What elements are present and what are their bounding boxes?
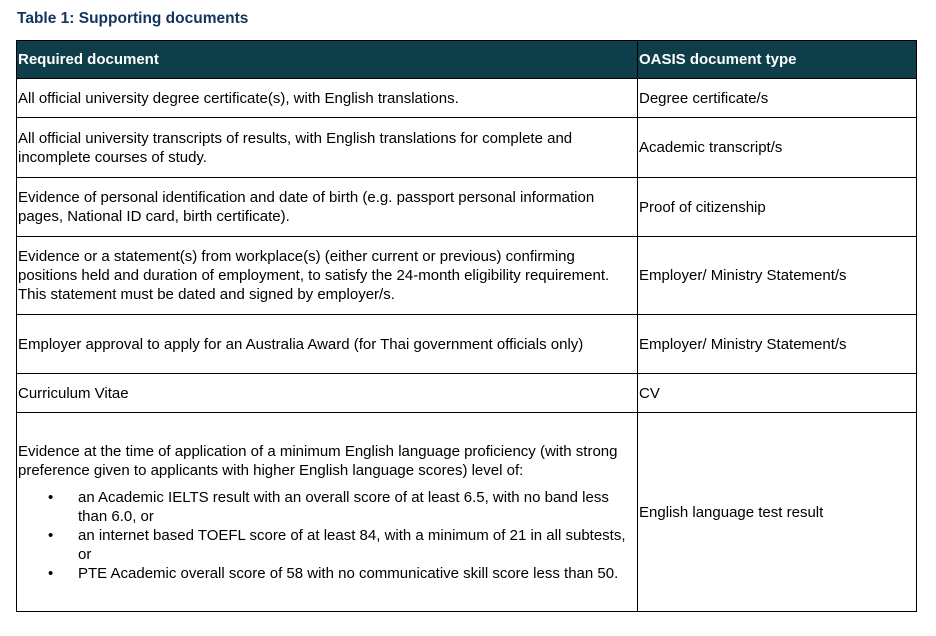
required-document-cell: Employer approval to apply for an Australia Award (for Thai government officials only) [17,315,638,374]
english-requirement-intro: Evidence at the time of application of a minimum English language proficiency (with strong preference given to applicants with higher English language scores) level of: [18,442,618,479]
header-oasis-document-type: OASIS document type [638,41,917,79]
table-caption: Table 1: Supporting documents [17,10,249,27]
required-document-cell [17,413,638,612]
table-row [17,374,917,413]
table-header-row [17,41,917,79]
supporting-documents-table [16,40,917,612]
english-test-bullet-list [18,488,633,583]
document-type-cell: English language test result [638,413,917,612]
required-document-cell: Curriculum Vitae [17,374,638,413]
table-row [17,79,917,118]
document-type-cell: CV [638,374,917,413]
document-type-cell: Academic transcript/s [638,118,917,178]
document-type-cell: Proof of citizenship [638,178,917,237]
table-row [17,178,917,237]
required-document-cell: All official university transcripts of results, with English translations for complete and incomplete courses of study. [17,118,638,178]
document-type-cell: Employer/ Ministry Statement/s [638,237,917,315]
required-document-cell: Evidence of personal identification and date of birth (e.g. passport personal information pages, National ID card, birth certificate). [17,178,638,237]
table-row [17,315,917,374]
table-row [17,118,917,178]
required-document-cell: Evidence or a statement(s) from workplace(s) (either current or previous) confirming positions held and duration of employment, to satisfy the 24-month eligibility requirement. This statement must be dated and signed by employer/s. [17,237,638,315]
required-document-cell: All official university degree certificate(s), with English translations. [17,79,638,118]
bullet-item-toefl: • an internet based TOEFL score of at least 84, with a minimum of 21 in all subtests, or [18,526,633,564]
document-type-cell: Employer/ Ministry Statement/s [638,315,917,374]
bullet-item-pte: • PTE Academic overall score of 58 with no communicative skill score less than 50. [18,564,633,583]
header-required-document: Required document [17,41,638,79]
table-row [17,237,917,315]
table-row [17,413,917,612]
document-type-cell: Degree certificate/s [638,79,917,118]
bullet-item-ielts: • an Academic IELTS result with an overall score of at least 6.5, with no band less than 6.0, or [18,488,633,526]
